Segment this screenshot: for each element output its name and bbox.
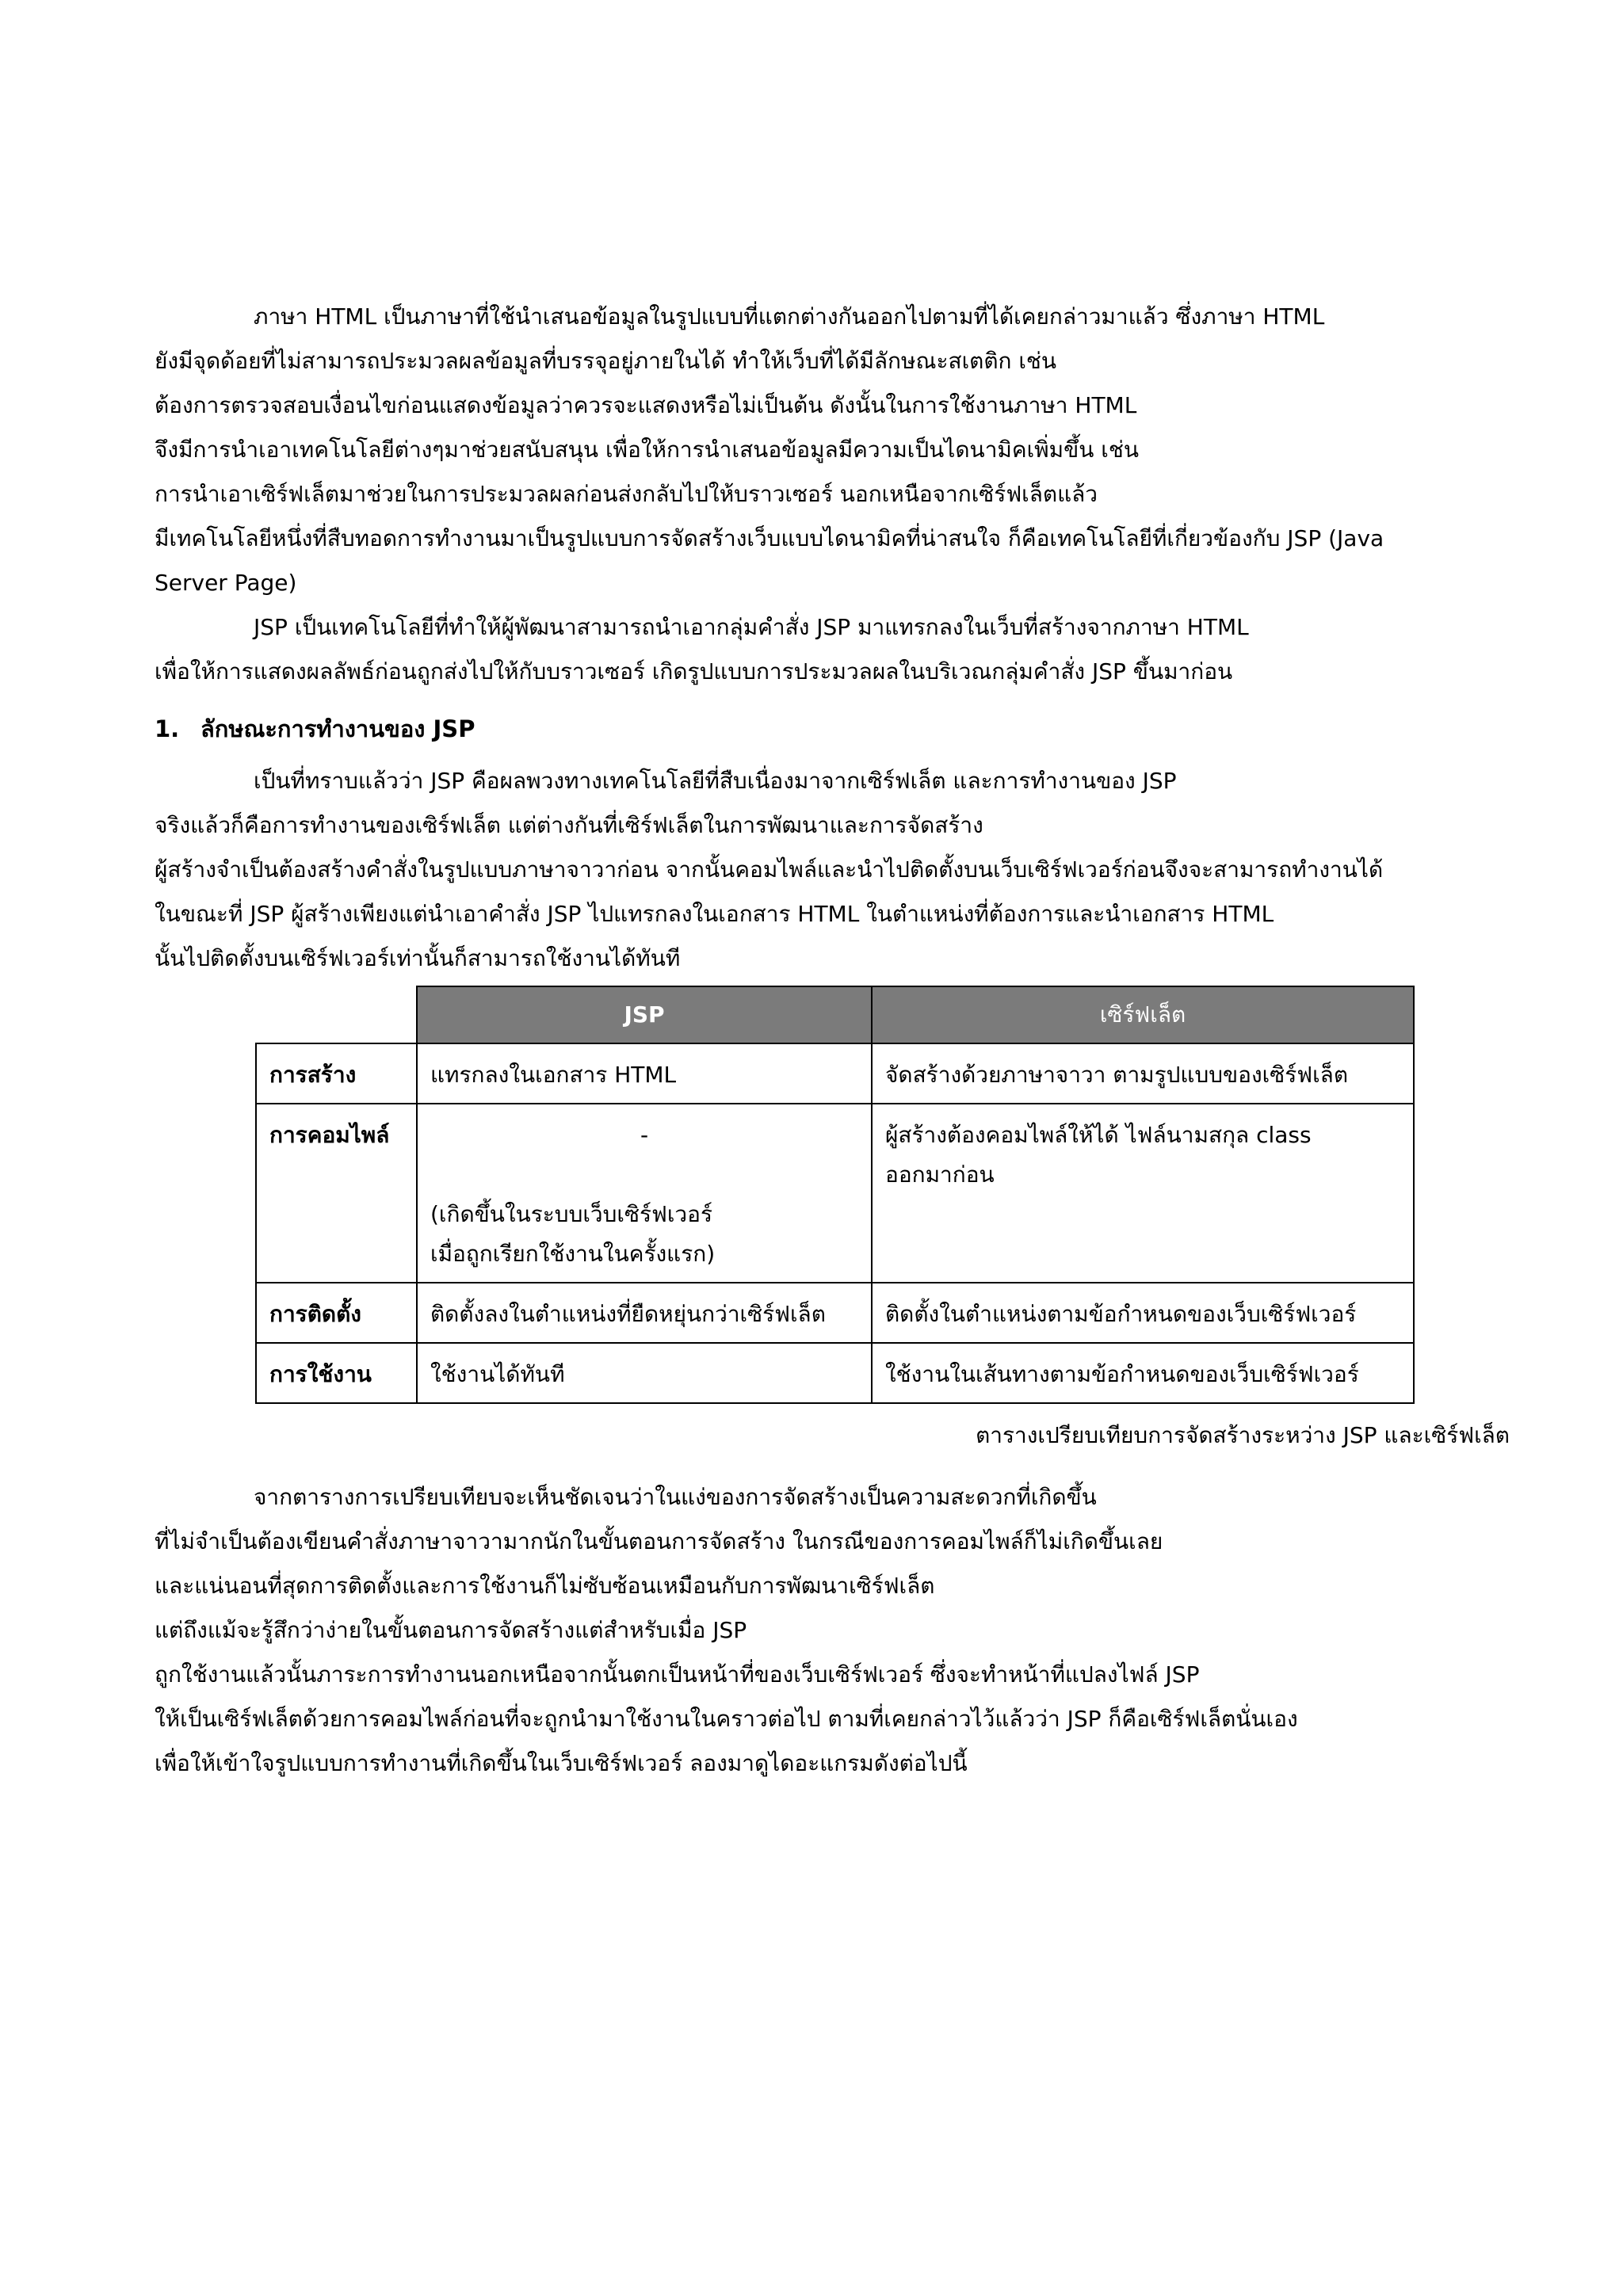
cell-servlet-install: ติดตั้งในตำแหน่งตามข้อกำหนดของเว็บเซิร์ฟเวอร์ — [872, 1283, 1414, 1343]
text-line: เป็นที่ทราบแล้วว่า JSP คือผลพวงทางเทคโนโลยีที่สืบเนื่องมาจากเซิร์ฟเล็ต และการทำงานของ JSP — [254, 768, 1177, 794]
text-line: จากตารางการเปรียบเทียบจะเห็นชัดเจนว่าในแง่ของการจัดสร้างเป็นความสะดวกที่เกิดขึ้น — [254, 1484, 1097, 1510]
cell-servlet-compile — [872, 1104, 1414, 1283]
text-line: จึงมีการนำเอาเทคโนโลยีต่างๆมาช่วยสนับสนุน เพื่อให้การนำเสนอข้อมูลมีความเป็นไดนามิคเพิ่มขึ้น เช่น — [155, 437, 1139, 463]
row-label-compile: การคอมไพล์ — [256, 1104, 417, 1283]
row-label-create: การสร้าง — [256, 1043, 417, 1104]
intro-paragraph-2 — [155, 605, 1494, 694]
text-line: และแน่นอนที่สุดการติดตั้งและการใช้งานก็ไม่ซับซ้อนเหมือนกับการพัฒนาเซิร์ฟเล็ต — [155, 1573, 935, 1599]
row-label-install: การติดตั้ง — [256, 1283, 417, 1343]
row-label-usage: การใช้งาน — [256, 1343, 417, 1403]
text-line: มีเทคโนโลยีหนึ่งที่สืบทอดการทำงานมาเป็นรูปแบบการจัดสร้างเว็บแบบไดนามิคที่น่าสนใจ ก็คือเทคโนโลยีที่เกี่ยวข้องกับ JSP (Java — [155, 525, 1384, 551]
table-corner-cell — [256, 986, 417, 1043]
cell-jsp-create: แทรกลงในเอกสาร HTML — [417, 1043, 872, 1104]
table-row — [256, 1104, 1414, 1283]
text-line: ให้เป็นเซิร์ฟเล็ตด้วยการคอมไพล์ก่อนที่จะถูกนำมาใช้งานในคราวต่อไป ตามที่เคยกล่าวไว้แล้วว่า JSP ก็คือเซิร์ฟเล็ตนั่นเอง — [155, 1706, 1298, 1732]
header-servlet: เซิร์ฟเล็ต — [872, 986, 1414, 1043]
cell-text-line: ออกมาก่อน — [885, 1161, 995, 1188]
table-row — [256, 1283, 1414, 1343]
text-line: Server Page) — [155, 570, 297, 596]
text-line: ในขณะที่ JSP ผู้สร้างเพียงแต่นำเอาคำสั่ง JSP ไปแทรกลงในเอกสาร HTML ในตำแหน่งที่ต้องการและนำเอกสาร HTML — [155, 901, 1274, 927]
text-line: แต่ถึงแม้จะรู้สึกว่าง่ายในขั้นตอนการจัดสร้างแต่สำหรับเมื่อ JSP — [155, 1617, 747, 1643]
section-paragraph — [155, 759, 1494, 981]
text-line: ถูกใช้งานแล้วนั้นภาระการทำงานนอกเหนือจากนั้นตกเป็นหน้าที่ของเว็บเซิร์ฟเวอร์ ซึ่งจะทำหน้าที่แปลงไฟล์ JSP — [155, 1661, 1200, 1688]
text-line: ที่ไม่จำเป็นต้องเขียนคำสั่งภาษาจาวามากนักในขั้นตอนการจัดสร้าง ในกรณีของการคอมไพล์ก็ไม่เกิดขึ้นเลย — [155, 1528, 1163, 1554]
cell-text-line: เมื่อถูกเรียกใช้งานในครั้งแรก) — [430, 1241, 716, 1267]
cell-text-line: (เกิดขึ้นในระบบเว็บเซิร์ฟเวอร์ — [430, 1201, 713, 1227]
cell-jsp-compile — [417, 1104, 872, 1283]
cell-dash: - — [640, 1122, 649, 1148]
text-line: ผู้สร้างจำเป็นต้องสร้างคำสั่งในรูปแบบภาษาจาวาก่อน จากนั้นคอมไพล์และนำไปติดตั้งบนเว็บเซิร์ฟเวอร์ก่อนจึงจะสามารถทำงานได้ — [155, 856, 1384, 883]
cell-text-line: ผู้สร้างต้องคอมไพล์ให้ได้ ไฟล์นามสกุล class — [885, 1122, 1312, 1148]
text-line: การนำเอาเซิร์ฟเล็ตมาช่วยในการประมวลผลก่อนส่งกลับไปให้บราวเซอร์ นอกเหนือจากเซิร์ฟเล็ตแล้ว — [155, 481, 1098, 507]
table-caption: ตารางเปรียบเทียบการจัดสร้างระหว่าง JSP และเซิร์ฟเล็ต — [976, 1422, 1510, 1448]
intro-paragraph-1 — [155, 295, 1494, 605]
comparison-table — [255, 986, 1415, 1404]
cell-jsp-install: ติดตั้งลงในตำแหน่งที่ยืดหยุ่นกว่าเซิร์ฟเล็ต — [417, 1283, 872, 1343]
text-line: จริงแล้วก็คือการทำงานของเซิร์ฟเล็ต แต่ต่างกันที่เซิร์ฟเล็ตในการพัฒนาและการจัดสร้าง — [155, 812, 983, 838]
cell-jsp-usage: ใช้งานได้ทันที — [417, 1343, 872, 1403]
text-line: ต้องการตรวจสอบเงื่อนไขก่อนแสดงข้อมูลว่าควรจะแสดงหรือไม่เป็นต้น ดังนั้นในการใช้งานภาษา HTML — [155, 392, 1137, 418]
text-line: ยังมีจุดด้อยที่ไม่สามารถประมวลผลข้อมูลที่บรรจุอยู่ภายในได้ ทำให้เว็บที่ได้มีลักษณะสเตติก เช่น — [155, 348, 1057, 374]
text-line: เพื่อให้เข้าใจรูปแบบการทำงานที่เกิดขึ้นในเว็บเซิร์ฟเวอร์ ลองมาดูไดอะแกรมดังต่อไปนี้ — [155, 1750, 968, 1776]
text-line: JSP เป็นเทคโนโลยีที่ทำให้ผู้พัฒนาสามารถนำเอากลุ่มคำสั่ง JSP มาแทรกลงในเว็บที่สร้างจากภาษา HTML — [254, 614, 1249, 640]
text-line: ภาษา HTML เป็นภาษาที่ใช้นำเสนอข้อมูลในรูปแบบที่แตกต่างกันออกไปตามที่ได้เคยกล่าวมาแล้ว ซึ่งภาษา HTML — [254, 303, 1325, 330]
table-header-row — [256, 986, 1414, 1043]
section-heading — [155, 707, 1494, 751]
conclusion-paragraph — [155, 1475, 1494, 1786]
cell-servlet-create: จัดสร้างด้วยภาษาจาวา ตามรูปแบบของเซิร์ฟเล็ต — [872, 1043, 1414, 1104]
cell-servlet-usage: ใช้งานในเส้นทางตามข้อกำหนดของเว็บเซิร์ฟเวอร์ — [872, 1343, 1414, 1403]
text-line: นั้นไปติดตั้งบนเซิร์ฟเวอร์เท่านั้นก็สามารถใช้งานได้ทันที — [155, 945, 681, 971]
document-page — [155, 295, 1510, 1786]
section-title: ลักษณะการทำงานของ JSP — [200, 715, 475, 742]
table-row — [256, 1043, 1414, 1104]
table-row — [256, 1343, 1414, 1403]
text-line: เพื่อให้การแสดงผลลัพธ์ก่อนถูกส่งไปให้กับบราวเซอร์ เกิดรูปแบบการประมวลผลในบริเวณกลุ่มคำสั่ง JSP ขึ้นมาก่อน — [155, 658, 1233, 685]
header-jsp: JSP — [417, 986, 872, 1043]
section-number: 1. — [155, 715, 180, 742]
